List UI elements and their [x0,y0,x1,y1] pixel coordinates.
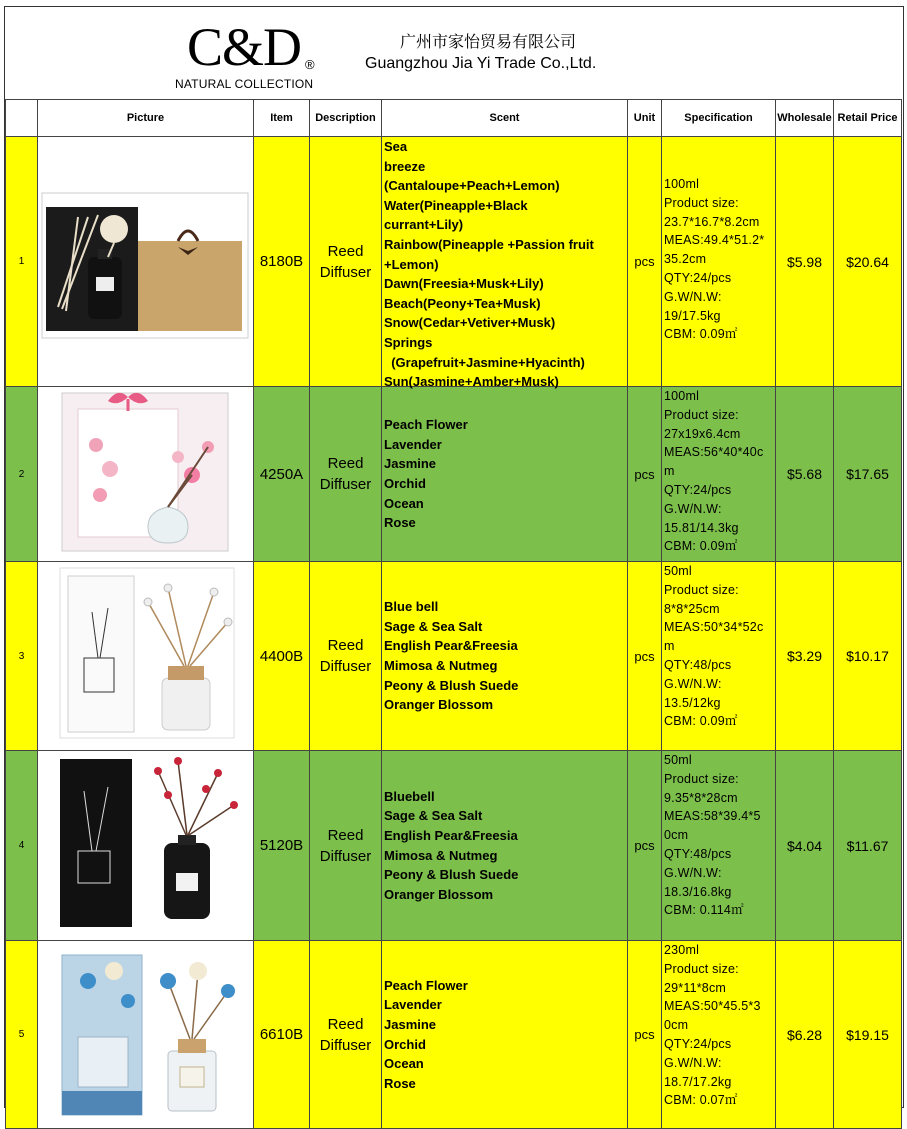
text-line: 230ml [664,943,700,957]
wholesale-price: $4.04 [776,751,834,941]
product-picture [38,751,254,941]
specification [662,751,776,941]
row-number: 4 [6,751,38,941]
product-photo-4400B [38,562,252,745]
wholesale-price: $5.68 [776,387,834,562]
text-line: Mimosa & Nutmeg [384,847,498,863]
retail-price: $20.64 [834,137,902,387]
text-line: Mimosa & Nutmeg [384,658,498,673]
row-number: 1 [6,137,38,387]
text-line: Oranger Blossom [384,697,494,713]
text-line: G.W/N.W: [664,676,722,691]
text-line: Jasmine [384,456,437,472]
text-line: MEAS:58*39.4*5 [664,809,761,824]
text-line: MEAS:50*34*52c [664,620,764,635]
spec-lines [664,387,775,556]
text-line: MEAS:49.4*51.2* [664,233,765,248]
text-line: 8*8*25cm [664,601,720,616]
text-line: MEAS:56*40*40c [664,445,764,460]
price-sheet [4,6,904,1108]
text-line: G.W/N.W: [664,289,722,304]
company-name-cn: 广州市家怡贸易有限公司 [400,34,577,51]
text-line: CBM: 0.114㎡ [664,903,744,918]
text-line: QTY:24/pcs [664,270,732,285]
text-line: Orchid [384,1036,426,1052]
product-photo-6610B [38,941,252,1123]
text-line: 100ml [664,177,700,191]
product-picture [38,387,254,562]
text-line: CBM: 0.09㎡ [664,714,738,729]
col-picture: Picture [38,100,254,137]
text-line: 29*11*8cm [664,980,727,995]
text-line: 19/17.5kg [664,308,721,323]
text-line: MEAS:50*45.5*3 [664,999,761,1014]
item-code: 4400B [254,562,310,751]
specification [662,562,776,751]
col-no [6,100,38,137]
row-number: 2 [6,387,38,562]
unit: pcs [628,387,662,562]
text-line: 50ml [664,753,692,767]
wholesale-price: $6.28 [776,941,834,1129]
item-code: 6610B [254,941,310,1129]
text-line: Rose [384,1075,416,1091]
scent-list [382,751,628,941]
spec-lines [664,175,775,344]
unit: pcs [628,562,662,751]
item-description: Reed Diffuser [310,562,382,751]
unit: pcs [628,751,662,941]
text-line: breeze [384,158,426,174]
text-line: 100ml [664,389,700,403]
text-line: 18.3/16.8kg [664,884,732,899]
text-line: QTY:24/pcs [664,1036,732,1051]
text-line: G.W/N.W: [664,501,722,516]
spec-lines [664,941,775,1110]
text-line: G.W/N.W: [664,865,722,880]
text-line: Snow(Cedar+Vetiver+Musk) [384,315,556,331]
logo-mark: C&D [187,17,302,77]
text-line: Rose [384,515,416,531]
text-line: G.W/N.W: [664,1055,722,1070]
text-line: 50ml [664,564,692,578]
text-line: Peony & Blush Suede [384,677,519,693]
header-row [6,100,902,137]
text-line: English Pear&Freesia [384,827,518,843]
scent-list [382,562,628,751]
text-line: Sea [384,139,408,154]
col-item: Item [254,100,310,137]
text-line: Peach Flower [384,977,468,993]
brand-logo [175,17,335,93]
row-number: 5 [6,941,38,1129]
retail-price: $10.17 [834,562,902,751]
scent-lines [384,976,627,1094]
text-line: Blue bell [384,599,439,615]
specification [662,387,776,562]
text-line: CBM: 0.09㎡ [664,327,738,342]
text-line: CBM: 0.09㎡ [664,539,738,554]
table-row [6,387,902,562]
product-picture [38,941,254,1129]
logo-subtitle: NATURAL COLLECTION [175,77,314,91]
text-line: Product size: [664,961,739,976]
text-line: (Grapefruit+Jasmine+Hyacinth) [384,354,585,370]
text-line: Beach(Peony+Tea+Musk) [384,295,541,311]
text-line: m [664,639,675,654]
unit: pcs [628,137,662,387]
text-line: Sun(Jasmine+Amber+Musk) [384,374,559,390]
spec-lines [664,751,775,920]
text-line: Oranger Blossom [384,886,494,902]
wholesale-price: $5.98 [776,137,834,387]
company-header [5,7,903,99]
col-specification: Specification [662,100,776,137]
text-line: Springs [384,334,433,350]
text-line: Product size: [664,407,739,422]
unit: pcs [628,941,662,1129]
item-description: Reed Diffuser [310,387,382,562]
scent-lines [384,137,627,390]
product-picture [38,562,254,751]
product-picture [38,137,254,387]
specification [662,941,776,1129]
item-description: Reed Diffuser [310,941,382,1129]
text-line: 27x19x6.4cm [664,426,741,441]
retail-price: $19.15 [834,941,902,1129]
text-line: Lavender [384,997,442,1013]
table-row [6,751,902,941]
text-line: 35.2cm [664,252,707,267]
col-scent: Scent [382,100,628,137]
company-name-en: Guangzhou Jia Yi Trade Co.,Ltd. [365,55,597,72]
text-line: 18.7/17.2kg [664,1074,732,1089]
text-line: Peony & Blush Suede [384,867,519,883]
col-wholesale: Wholesale [776,100,834,137]
text-line: English Pear&Freesia [384,638,518,654]
text-line: QTY:48/pcs [664,846,732,861]
spec-lines [664,562,775,731]
text-line: 0cm [664,1018,689,1033]
text-line: (Cantaloupe+Peach+Lemon) [384,178,560,194]
item-description: Reed Diffuser [310,137,382,387]
scent-list [382,941,628,1129]
text-line: Dawn(Freesia+Musk+Lily) [384,276,544,292]
text-line: currant+Lily) [384,217,464,233]
scent-lines [384,787,627,905]
text-line: Bluebell [384,788,435,804]
text-line: Product size: [664,771,739,786]
text-line: 23.7*16.7*8.2cm [664,214,760,229]
text-line: Peach Flower [384,417,468,433]
registered-mark: ® [305,57,315,72]
text-line: 9.35*8*28cm [664,790,738,805]
scent-list [382,137,628,390]
scent-lines [384,415,627,533]
scent-lines [384,597,627,715]
text-line: +Lemon) [384,256,439,272]
text-line: m [664,464,675,479]
text-line: Sage & Sea Salt [384,618,483,634]
item-description: Reed Diffuser [310,751,382,941]
product-photo-4250A [38,387,252,556]
text-line: Product size: [664,195,739,210]
text-line: Sage & Sea Salt [384,808,483,824]
specification [662,137,776,387]
product-photo-5120B [38,751,252,935]
text-line: Lavender [384,436,442,452]
text-line: Jasmine [384,1016,437,1032]
text-line: 13.5/12kg [664,695,721,710]
table-row [6,137,902,387]
text-line: QTY:24/pcs [664,482,732,497]
scent-list [382,387,628,562]
table-row [6,941,902,1129]
text-line: Rainbow(Pineapple +Passion fruit [384,236,594,252]
wholesale-price: $3.29 [776,562,834,751]
retail-price: $17.65 [834,387,902,562]
item-code: 4250A [254,387,310,562]
text-line: 0cm [664,828,689,843]
text-line: Ocean [384,1056,424,1072]
text-line: 15.81/14.3kg [664,520,739,535]
col-retail: Retail Price [834,100,902,137]
text-line: Ocean [384,495,424,511]
text-line: Orchid [384,476,426,491]
product-photo-8180B [38,137,252,381]
retail-price: $11.67 [834,751,902,941]
item-code: 5120B [254,751,310,941]
col-unit: Unit [628,100,662,137]
text-line: QTY:48/pcs [664,657,732,672]
table-row [6,562,902,751]
text-line: CBM: 0.07㎡ [664,1093,738,1108]
text-line: Product size: [664,582,739,597]
item-code: 8180B [254,137,310,387]
col-description: Description [310,100,382,137]
text-line: Water(Pineapple+Black [384,197,528,213]
product-table [5,99,902,1129]
row-number: 3 [6,562,38,751]
